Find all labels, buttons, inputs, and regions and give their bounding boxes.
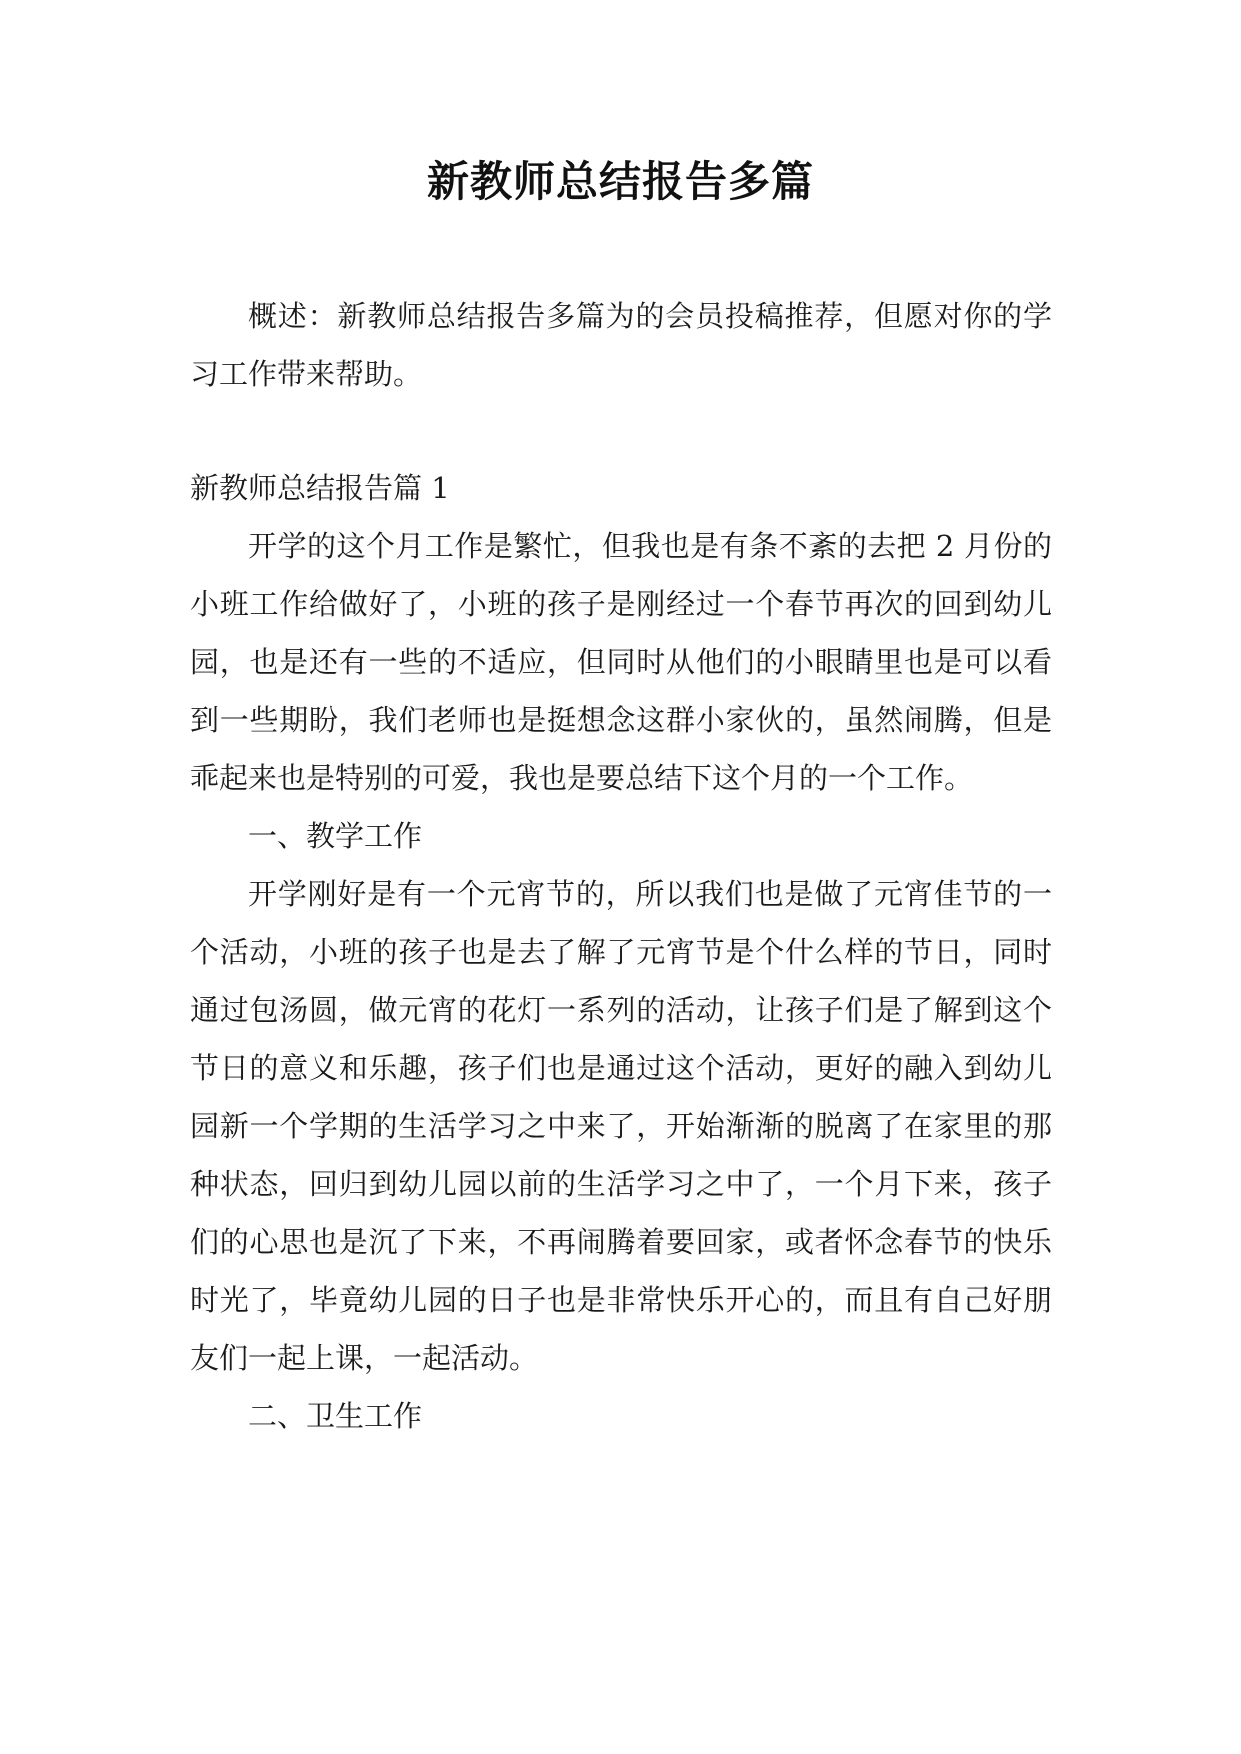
body-paragraph: 开学刚好是有一个元宵节的，所以我们也是做了元宵佳节的一个活动，小班的孩子也是去了解了元宵节是个什么样的节日，同时通过包汤圆，做元宵的花灯一系列的活动，让孩子们是了解到这个节日的意义和乐趣，孩子们也是通过这个活动，更好的融入到幼儿园新一个学期的生活学习之中来了，开始渐渐的脱离了在家里的那种状态，回归到幼儿园以前的生活学习之中了，一个月下来，孩子们的心思也是沉了下来，不再闹腾着要回家，或者怀念春节的快乐时光了，毕竟幼儿园的日子也是非常快乐开心的，而且有自己好朋友们一起上课，一起活动。 (190, 877, 1052, 1375)
subsection-heading-teaching: 一、教学工作 (248, 819, 423, 853)
section-heading: 新教师总结报告篇 1 (190, 471, 450, 505)
summary-paragraph: 概述：新教师总结报告多篇为的会员投稿推荐，但愿对你的学习工作带来帮助。 (190, 299, 1052, 391)
body-paragraph: 开学的这个月工作是繁忙，但我也是有条不紊的去把 2 月份的小班工作给做好了，小班的孩子是刚经过一个春节再次的回到幼儿园，也是还有一些的不适应，但同时从他们的小眼睛里也是可以看到一些期盼，我们老师也是挺想念这群小家伙的，虽然闹腾，但是乖起来也是特别的可爱，我也是要总结下这个月的一个工作。 (190, 529, 1052, 795)
subsection-heading-hygiene: 二、卫生工作 (248, 1399, 423, 1433)
document-title: 新教师总结报告多篇 (426, 157, 814, 206)
document-body (190, 287, 1052, 1445)
